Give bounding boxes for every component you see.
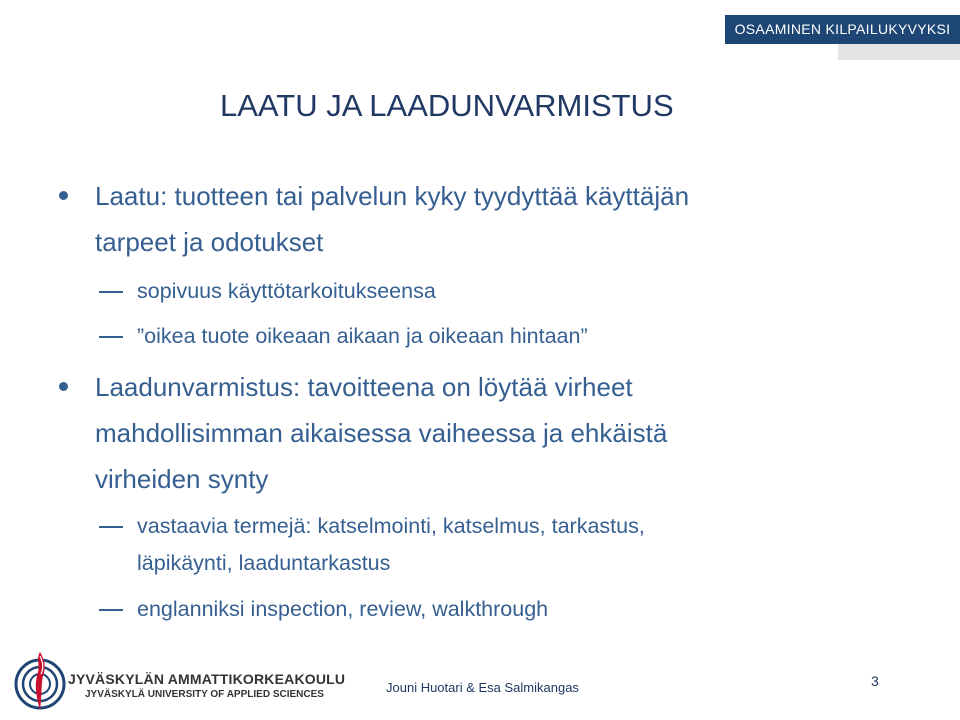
footer-authors: Jouni Huotari & Esa Salmikangas bbox=[386, 680, 579, 695]
bullet-dot-icon bbox=[59, 191, 68, 200]
sub-bullet-line: ”oikea tuote oikeaan aikaan ja oikeaan hintaan” bbox=[137, 324, 588, 348]
sub-bullet-terms bbox=[137, 508, 877, 582]
sub-bullet-line: läpikäynti, laaduntarkastus bbox=[137, 551, 391, 575]
dash-icon bbox=[99, 609, 123, 611]
bullet-line: virheiden synty bbox=[95, 464, 269, 494]
sub-bullet-english bbox=[137, 591, 877, 628]
bullet-line: mahdollisimman aikaisessa vaiheessa ja ehkäistä bbox=[95, 418, 668, 448]
sub-bullet-line: englanniksi inspection, review, walkthrough bbox=[137, 597, 549, 621]
slide-title: LAATU JA LAADUNVARMISTUS bbox=[220, 88, 674, 123]
bullet-quality-assurance bbox=[95, 364, 915, 502]
dash-icon bbox=[99, 336, 123, 338]
sub-bullet-line: vastaavia termejä: katselmointi, katselmus, tarkastus, bbox=[137, 514, 645, 538]
sub-bullet-fitness bbox=[137, 273, 877, 310]
bullet-quality bbox=[95, 173, 915, 265]
bullet-line: Laadunvarmistus: tavoitteena on löytää virheet bbox=[95, 372, 633, 402]
sub-bullet-line: sopivuus käyttötarkoitukseensa bbox=[137, 279, 436, 303]
org-name-fi: JYVÄSKYLÄN AMMATTIKORKEAKOULU bbox=[68, 671, 346, 687]
dash-icon bbox=[99, 291, 123, 293]
bullet-dot-icon bbox=[59, 382, 68, 391]
bullet-line: tarpeet ja odotukset bbox=[95, 227, 324, 257]
page-number: 3 bbox=[871, 673, 879, 689]
jamk-logo-icon bbox=[10, 650, 70, 712]
dash-icon bbox=[99, 526, 123, 528]
sub-bullet-right-product bbox=[137, 318, 877, 355]
bullet-line: Laatu: tuotteen tai palvelun kyky tyydyttää käyttäjän bbox=[95, 181, 690, 211]
header-banner: OSAAMINEN KILPAILUKYVYKSI bbox=[725, 15, 960, 44]
header-banner-shadow bbox=[838, 44, 960, 60]
org-name-en: JYVÄSKYLÄ UNIVERSITY OF APPLIED SCIENCES bbox=[85, 689, 324, 700]
